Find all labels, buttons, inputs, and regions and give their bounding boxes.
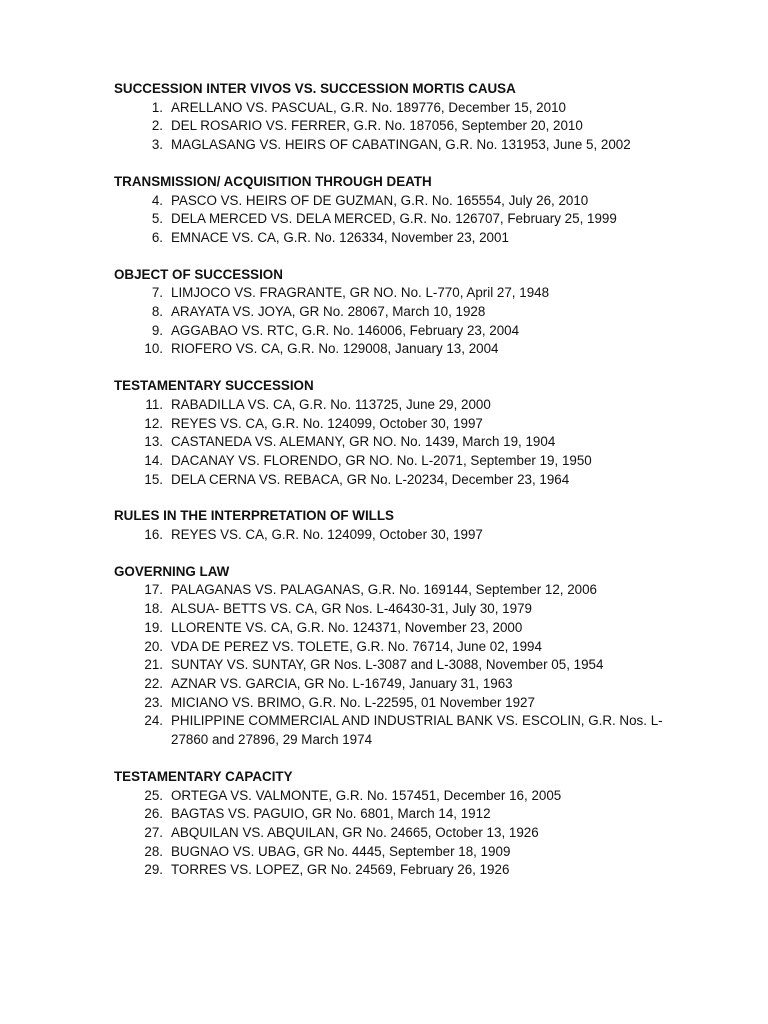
- case-citation: DELA CERNA VS. REBACA, GR No. L-20234, December 23, 1964: [171, 471, 570, 487]
- case-citation: DACANAY VS. FLORENDO, GR NO. No. L-2071, September 19, 1950: [171, 452, 592, 468]
- case-citation: SUNTAY VS. SUNTAY, GR Nos. L-3087 and L-3088, November 05, 1954: [171, 657, 604, 673]
- section-testamentary-capacity: [114, 768, 674, 880]
- case-item: [114, 452, 674, 471]
- case-item: [114, 284, 674, 303]
- case-number: 1.: [151, 99, 163, 115]
- case-item: [114, 192, 674, 211]
- case-citation: BUGNAO VS. UBAG, GR No. 4445, September 18, 1909: [171, 843, 511, 859]
- case-citation: BAGTAS VS. PAGUIO, GR No. 6801, March 14, 1912: [171, 806, 491, 822]
- section-heading: RULES IN THE INTERPRETATION OF WILLS: [114, 508, 394, 524]
- case-item: [114, 396, 674, 415]
- case-citation: ALSUA- BETTS VS. CA, GR Nos. L-46430-31, July 30, 1979: [171, 601, 532, 617]
- case-item: [114, 210, 674, 229]
- section-transmission: [114, 173, 674, 248]
- case-item: [114, 229, 674, 248]
- case-item: [114, 415, 674, 434]
- case-item: [114, 322, 674, 341]
- case-item: [114, 303, 674, 322]
- case-number: 12.: [144, 415, 163, 431]
- case-citation: PALAGANAS VS. PALAGANAS, G.R. No. 169144, September 12, 2006: [171, 582, 597, 598]
- case-citation: MAGLASANG VS. HEIRS OF CABATINGAN, G.R. No. 131953, June 5, 2002: [171, 137, 631, 153]
- case-number: 28.: [144, 843, 163, 859]
- case-list: [114, 284, 674, 359]
- case-item: [114, 619, 674, 638]
- case-citation: VDA DE PEREZ VS. TOLETE, G.R. No. 76714, June 02, 1994: [171, 638, 542, 654]
- case-item: [114, 340, 674, 359]
- case-number: 24.: [144, 713, 163, 729]
- case-number: 16.: [144, 527, 163, 543]
- case-item: [114, 656, 674, 675]
- case-item: [114, 600, 674, 619]
- case-citation: DELA MERCED VS. DELA MERCED, G.R. No. 126707, February 25, 1999: [171, 211, 617, 227]
- case-number: 17.: [144, 582, 163, 598]
- section-heading: GOVERNING LAW: [114, 563, 230, 579]
- case-number: 10.: [144, 341, 163, 357]
- case-number: 4.: [151, 192, 163, 208]
- case-list: [114, 581, 674, 749]
- case-number: 23.: [144, 694, 163, 710]
- case-citation: LIMJOCO VS. FRAGRANTE, GR NO. No. L-770, April 27, 1948: [171, 285, 550, 301]
- case-item: [114, 117, 674, 136]
- case-citation: PHILIPPINE COMMERCIAL AND INDUSTRIAL BANK VS. ESCOLIN, G.R. Nos. L-27860 and 27896, 29 March 1974: [171, 713, 663, 748]
- case-number: 13.: [144, 434, 163, 450]
- case-item: [114, 861, 674, 880]
- case-item: [114, 805, 674, 824]
- case-citation: MICIANO VS. BRIMO, G.R. No. L-22595, 01 November 1927: [171, 694, 535, 710]
- case-number: 26.: [144, 806, 163, 822]
- case-citation: ABQUILAN VS. ABQUILAN, GR No. 24665, October 13, 1926: [171, 824, 539, 840]
- case-list: [114, 99, 674, 155]
- case-number: 5.: [151, 211, 163, 227]
- section-heading: TESTAMENTARY CAPACITY: [114, 768, 293, 784]
- case-number: 7.: [151, 285, 163, 301]
- case-citation: RIOFERO VS. CA, G.R. No. 129008, January 13, 2004: [171, 341, 499, 357]
- case-citation: ARELLANO VS. PASCUAL, G.R. No. 189776, December 15, 2010: [171, 99, 566, 115]
- case-number: 11.: [145, 396, 163, 412]
- section-heading: TESTAMENTARY SUCCESSION: [114, 378, 314, 394]
- section-object-of-succession: [114, 266, 674, 360]
- case-citation: RABADILLA VS. CA, G.R. No. 113725, June 29, 2000: [171, 396, 491, 412]
- case-citation: AGGABAO VS. RTC, G.R. No. 146006, February 23, 2004: [171, 322, 520, 338]
- case-item: [114, 843, 674, 862]
- section-heading: OBJECT OF SUCCESSION: [114, 266, 283, 282]
- case-number: 25.: [144, 787, 163, 803]
- case-item: [114, 136, 674, 155]
- case-item: [114, 712, 674, 749]
- case-citation: ARAYATA VS. JOYA, GR No. 28067, March 10, 1928: [171, 304, 486, 320]
- case-number: 20.: [144, 638, 163, 654]
- case-citation: PASCO VS. HEIRS OF DE GUZMAN, G.R. No. 165554, July 26, 2010: [171, 192, 589, 208]
- case-list: [114, 526, 674, 545]
- section-heading: SUCCESSION INTER VIVOS VS. SUCCESSION MORTIS CAUSA: [114, 81, 516, 96]
- case-citation: LLORENTE VS. CA, G.R. No. 124371, November 23, 2000: [171, 619, 523, 635]
- case-citation: REYES VS. CA, G.R. No. 124099, October 30, 1997: [171, 415, 483, 431]
- section-succession-inter-vivos: [114, 80, 674, 155]
- case-number: 21.: [144, 657, 163, 673]
- case-item: [114, 581, 674, 600]
- case-number: 27.: [144, 824, 163, 840]
- case-number: 9.: [151, 322, 163, 338]
- case-list: [114, 396, 674, 490]
- case-list: [114, 192, 674, 248]
- case-citation: TORRES VS. LOPEZ, GR No. 24569, February 26, 1926: [171, 862, 510, 878]
- case-citation: EMNACE VS. CA, G.R. No. 126334, November 23, 2001: [171, 229, 509, 245]
- section-heading: TRANSMISSION/ ACQUISITION THROUGH DEATH: [114, 173, 432, 189]
- case-citation: CASTANEDA VS. ALEMANY, GR NO. No. 1439, March 19, 1904: [171, 434, 556, 450]
- case-item: [114, 638, 674, 657]
- case-number: 8.: [151, 304, 163, 320]
- case-item: [114, 99, 674, 118]
- case-item: [114, 824, 674, 843]
- case-number: 6.: [151, 229, 163, 245]
- case-item: [114, 675, 674, 694]
- case-citation: AZNAR VS. GARCIA, GR No. L-16749, January 31, 1963: [171, 675, 513, 691]
- case-number: 19.: [144, 619, 163, 635]
- case-item: [114, 471, 674, 490]
- section-governing-law: [114, 563, 674, 750]
- case-item: [114, 694, 674, 713]
- case-number: 2.: [151, 118, 163, 134]
- case-list: [114, 787, 674, 881]
- case-number: 14.: [144, 452, 163, 468]
- case-number: 18.: [144, 601, 163, 617]
- case-number: 29.: [144, 862, 163, 878]
- case-item: [114, 787, 674, 806]
- case-citation: ORTEGA VS. VALMONTE, G.R. No. 157451, December 16, 2005: [171, 787, 562, 803]
- case-number: 22.: [144, 675, 163, 691]
- case-item: [114, 526, 674, 545]
- case-list-document: [114, 80, 674, 898]
- case-citation: REYES VS. CA, G.R. No. 124099, October 30, 1997: [171, 527, 483, 543]
- case-number: 15.: [144, 471, 163, 487]
- case-item: [114, 433, 674, 452]
- case-number: 3.: [151, 137, 163, 153]
- case-citation: DEL ROSARIO VS. FERRER, G.R. No. 187056, September 20, 2010: [171, 118, 583, 134]
- section-testamentary-succession: [114, 377, 674, 489]
- section-interpretation-of-wills: [114, 507, 674, 544]
